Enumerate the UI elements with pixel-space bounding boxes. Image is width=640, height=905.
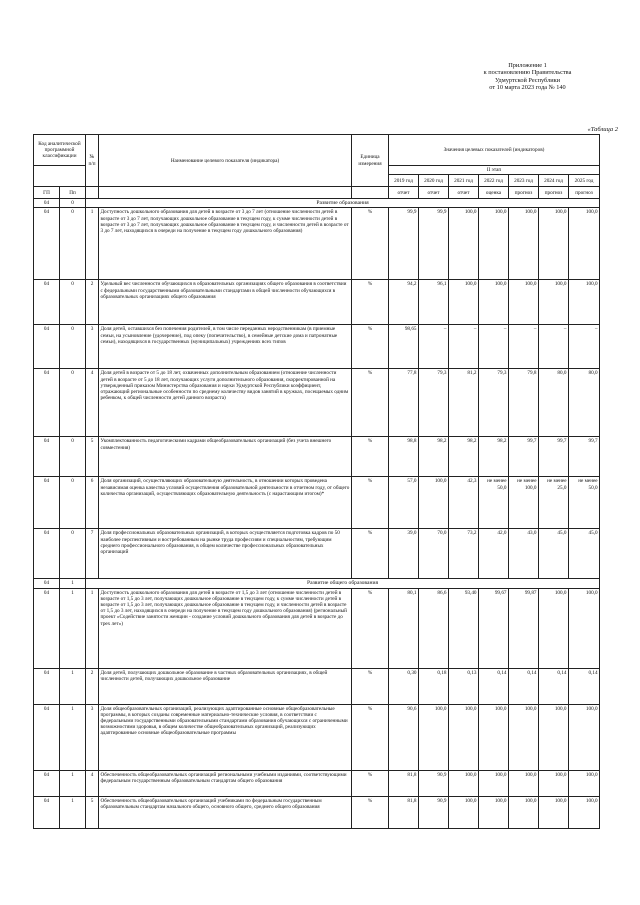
unit-cell: % bbox=[352, 704, 389, 770]
value-cell: 79,3 bbox=[479, 369, 509, 437]
value-cell: – bbox=[569, 325, 600, 369]
kind-blank bbox=[86, 187, 99, 199]
unit-cell: % bbox=[352, 280, 389, 325]
value-cell: 100,0 bbox=[449, 208, 479, 280]
value-cell: 98,65 bbox=[389, 325, 419, 369]
value-cell: 94,2 bbox=[389, 280, 419, 325]
value-cell: 96,1 bbox=[419, 280, 449, 325]
table-row bbox=[34, 770, 600, 796]
pp-cell: 1 bbox=[60, 588, 86, 668]
table-row bbox=[34, 588, 600, 668]
value-cell: 100,0 bbox=[569, 704, 600, 770]
value-cell: 81,2 bbox=[449, 369, 479, 437]
value-cell: 90,6 bbox=[389, 704, 419, 770]
appendix-line-2: к постановлению Правительства bbox=[483, 69, 572, 77]
indicators-table bbox=[33, 134, 600, 829]
value-cell: 98,2 bbox=[419, 437, 449, 477]
gp-cell: 04 bbox=[34, 208, 60, 280]
value-cell: 100,0 bbox=[539, 796, 569, 828]
indicator-name: Доля организаций, осуществляющих образовательную деятельность, в отношении которых проведена независимая оценка качества условий осуществления образовательной деятельности в отчетном году, от общего количества организаций, осуществляющих образовательную деятельность (с нарастающим итогом)* bbox=[99, 477, 352, 529]
value-cell: 90,9 bbox=[419, 770, 449, 796]
table-body bbox=[34, 199, 600, 828]
value-cell: 100,0 bbox=[539, 280, 569, 325]
appendix-line-3: Удмуртской Республики bbox=[494, 76, 561, 84]
value-cell: 100,0 bbox=[539, 208, 569, 280]
value-cell: 100,0 bbox=[479, 280, 509, 325]
value-cell: 100,0 bbox=[509, 208, 539, 280]
year-header: 2023 год bbox=[509, 175, 539, 187]
unit-header: Единица измерения bbox=[352, 135, 389, 187]
value-cell: 0,14 bbox=[539, 668, 569, 704]
value-cell: 100,0 bbox=[509, 796, 539, 828]
values-group-header: Значения целевых показателей (индикаторов) bbox=[389, 135, 600, 166]
table-row bbox=[34, 280, 600, 325]
pp-cell: 0 bbox=[60, 369, 86, 437]
indicator-name: Обеспеченность общеобразовательных организаций региональными учебными изданиями, соответствующими федеральным государственным образовательным стандартам общего образования bbox=[99, 770, 352, 796]
kind-header: прогноз bbox=[509, 187, 539, 199]
gp-cell: 04 bbox=[34, 704, 60, 770]
section-row bbox=[34, 579, 600, 588]
kind-header: прогноз bbox=[539, 187, 569, 199]
value-cell: 80,1 bbox=[389, 588, 419, 668]
value-cell: 99,9 bbox=[419, 208, 449, 280]
kind-header: прогноз bbox=[569, 187, 600, 199]
unit-cell: % bbox=[352, 588, 389, 668]
value-cell: 57,0 bbox=[389, 477, 419, 529]
year-header: 2022 год bbox=[479, 175, 509, 187]
value-cell: не менее 25,0 bbox=[539, 477, 569, 529]
value-cell: 100,0 bbox=[539, 770, 569, 796]
num-cell: 2 bbox=[86, 668, 99, 704]
indicator-name: Доступность дошкольного образования для детей в возрасте от 1,5 до 3 лет (отношение численности детей в возрасте от 1,5 до 3 лет, получающих дошкольное образование в текущем году, к сумме численности детей в возрасте от 1,5 до 3 лет, получающих дошкольное образование в текущем году, и численности детей в возрасте от 1,5 до 3 лет, находящихся в очереди на получение в текущем году дошкольного образования) (региональный проект «Содействие занятости женщин - создание условий дошкольного образования для детей в возрасте до трех лет») bbox=[99, 588, 352, 668]
num-cell: 6 bbox=[86, 477, 99, 529]
value-cell: 0,13 bbox=[449, 668, 479, 704]
pp-cell: 0 bbox=[60, 280, 86, 325]
indicator-name: Обеспеченность общеобразовательных организаций учебниками по федеральным государственным образовательным стандартам начального общего, основного общего, среднего общего образования bbox=[99, 796, 352, 828]
value-cell: не менее 50,0 bbox=[479, 477, 509, 529]
indicator-name: Укомплектованность педагогическими кадрами общеобразовательных организаций (без учета внешнего совместения) bbox=[99, 437, 352, 477]
gp-cell: 04 bbox=[34, 529, 60, 579]
pp-header: Пп bbox=[60, 187, 86, 199]
value-cell: – bbox=[419, 325, 449, 369]
unit-cell: % bbox=[352, 208, 389, 280]
kind-header: отчет bbox=[419, 187, 449, 199]
table-row bbox=[34, 437, 600, 477]
indicator-name: Доля детей, получающих дошкольное образование в частных образовательных организациях, в общей численности детей, получающих дошкольное образование bbox=[99, 668, 352, 704]
value-cell: 100,0 bbox=[569, 770, 600, 796]
kind-header: отчет bbox=[389, 187, 419, 199]
value-cell: 99,7 bbox=[539, 437, 569, 477]
gp-cell: 04 bbox=[34, 668, 60, 704]
gp-cell: 04 bbox=[34, 369, 60, 437]
value-cell: 45,0 bbox=[569, 529, 600, 579]
pp-cell: 0 bbox=[60, 208, 86, 280]
value-cell: 100,0 bbox=[509, 704, 539, 770]
name-header: Наименование целевого показателя (индикатора) bbox=[99, 135, 352, 187]
pp-cell: 1 bbox=[60, 796, 86, 828]
value-cell: 42,3 bbox=[449, 477, 479, 529]
unit-cell: % bbox=[352, 325, 389, 369]
unit-cell: % bbox=[352, 529, 389, 579]
value-cell: 99,7 bbox=[569, 437, 600, 477]
pp-cell: 0 bbox=[60, 437, 86, 477]
value-cell: 99,87 bbox=[509, 588, 539, 668]
section-row bbox=[34, 199, 600, 208]
stage-header: II этап bbox=[389, 166, 600, 175]
value-cell: – bbox=[509, 325, 539, 369]
gp-cell: 04 bbox=[34, 280, 60, 325]
kinds-row bbox=[34, 187, 600, 199]
value-cell: 79,8 bbox=[509, 369, 539, 437]
value-cell: 100,0 bbox=[569, 796, 600, 828]
value-cell: 79,3 bbox=[419, 369, 449, 437]
value-cell: 98,2 bbox=[479, 437, 509, 477]
value-cell: 98,2 bbox=[449, 437, 479, 477]
value-cell: 81,8 bbox=[389, 796, 419, 828]
table-row bbox=[34, 796, 600, 828]
num-cell: 4 bbox=[86, 770, 99, 796]
section-gp: 04 bbox=[34, 579, 60, 588]
value-cell: 100,0 bbox=[449, 704, 479, 770]
kind-blank bbox=[352, 187, 389, 199]
value-cell: 100,0 bbox=[479, 770, 509, 796]
value-cell: – bbox=[539, 325, 569, 369]
kind-header: отчет bbox=[449, 187, 479, 199]
value-cell: 93,40 bbox=[449, 588, 479, 668]
table-row bbox=[34, 477, 600, 529]
table-row bbox=[34, 668, 600, 704]
gp-cell: 04 bbox=[34, 770, 60, 796]
gp-cell: 04 bbox=[34, 588, 60, 668]
indicator-name: Доля детей, оставшихся без попечения родителей, в том числе переданных неродственникам (в приемные семьи, на усыновление (удочерение), под опеку (попечительство), в семейные детские дома и патронатные семьи), находящихся в государственных (муниципальных) учреждениях всех типов bbox=[99, 325, 352, 369]
pp-cell: 0 bbox=[60, 325, 86, 369]
section-pp: 0 bbox=[60, 199, 86, 208]
value-cell: 90,9 bbox=[419, 796, 449, 828]
unit-cell: % bbox=[352, 477, 389, 529]
table-row bbox=[34, 325, 600, 369]
value-cell: 100,0 bbox=[539, 588, 569, 668]
pp-cell: 1 bbox=[60, 770, 86, 796]
value-cell: 100,0 bbox=[539, 704, 569, 770]
value-cell: 86,6 bbox=[419, 588, 449, 668]
value-cell: 70,0 bbox=[419, 529, 449, 579]
indicator-name: Доля общеобразовательных организаций, реализующих адаптированные основные общеобразовательные программы, в которых созданы современные материально-технические условия, в соответствии с федеральными государственными образовательными стандартами образования обучающихся с ограниченными возможностями здоровья, в общем количестве общеобразовательных организаций, реализующих адаптированные основные общеобразовательные программы bbox=[99, 704, 352, 770]
pp-cell: 1 bbox=[60, 668, 86, 704]
value-cell: 45,0 bbox=[539, 529, 569, 579]
num-cell: 3 bbox=[86, 325, 99, 369]
value-cell: 81,8 bbox=[389, 770, 419, 796]
value-cell: 100,0 bbox=[569, 280, 600, 325]
table-row bbox=[34, 704, 600, 770]
kind-header: оценка bbox=[479, 187, 509, 199]
table-row bbox=[34, 208, 600, 280]
num-cell: 1 bbox=[86, 208, 99, 280]
value-cell: не менее 50,0 bbox=[569, 477, 600, 529]
num-cell: 4 bbox=[86, 369, 99, 437]
value-cell: 0,18 bbox=[419, 668, 449, 704]
num-cell: 5 bbox=[86, 437, 99, 477]
indicator-name: Удельный вес численности обучающихся в образовательных организациях общего образования в соответствии с федеральными государственными образовательными стандартами в общей численности обучающихся в образовательных организациях общего образования bbox=[99, 280, 352, 325]
value-cell: 80,0 bbox=[569, 369, 600, 437]
code-spacer bbox=[34, 166, 86, 187]
value-cell: 0,14 bbox=[509, 668, 539, 704]
unit-cell: % bbox=[352, 796, 389, 828]
value-cell: – bbox=[479, 325, 509, 369]
gp-cell: 04 bbox=[34, 796, 60, 828]
num-cell: 2 bbox=[86, 280, 99, 325]
gp-cell: 04 bbox=[34, 437, 60, 477]
unit-cell: % bbox=[352, 437, 389, 477]
appendix-line-4: от 10 марта 2023 года № 140 bbox=[489, 84, 566, 92]
value-cell: 100,0 bbox=[449, 280, 479, 325]
value-cell: 100,0 bbox=[419, 704, 449, 770]
num-cell: 1 bbox=[86, 588, 99, 668]
value-cell: 100,0 bbox=[509, 280, 539, 325]
value-cell: 0,14 bbox=[479, 668, 509, 704]
num-cell: 3 bbox=[86, 704, 99, 770]
year-header: 2024 год bbox=[539, 175, 569, 187]
table-row bbox=[34, 369, 600, 437]
value-cell: 100,0 bbox=[479, 208, 509, 280]
value-cell: 98,8 bbox=[389, 437, 419, 477]
section-pp: 1 bbox=[60, 579, 86, 588]
pp-cell: 0 bbox=[60, 477, 86, 529]
year-header: 2025 год bbox=[569, 175, 600, 187]
value-cell: 99,7 bbox=[509, 437, 539, 477]
unit-cell: % bbox=[352, 369, 389, 437]
num-cell: 5 bbox=[86, 796, 99, 828]
year-header: 2019 год bbox=[389, 175, 419, 187]
value-cell: не менее 100,0 bbox=[509, 477, 539, 529]
section-title: Развитие образования bbox=[86, 199, 600, 208]
kind-blank bbox=[99, 187, 352, 199]
value-cell: 100,0 bbox=[509, 770, 539, 796]
gp-cell: 04 bbox=[34, 477, 60, 529]
value-cell: 100,0 bbox=[479, 796, 509, 828]
value-cell: 0,30 bbox=[389, 668, 419, 704]
value-cell: 100,0 bbox=[449, 770, 479, 796]
value-cell: 100,0 bbox=[419, 477, 449, 529]
value-cell: 100,0 bbox=[479, 704, 509, 770]
value-cell: 0,14 bbox=[569, 668, 600, 704]
section-gp: 04 bbox=[34, 199, 60, 208]
pp-cell: 1 bbox=[60, 704, 86, 770]
num-header: № п/п bbox=[86, 135, 99, 187]
unit-cell: % bbox=[352, 770, 389, 796]
appendix-line-1: Приложение 1 bbox=[508, 62, 547, 69]
value-cell: 100,0 bbox=[569, 208, 600, 280]
value-cell: 39,0 bbox=[389, 529, 419, 579]
table-row bbox=[34, 529, 600, 579]
gp-header: ГП bbox=[34, 187, 60, 199]
value-cell: 80,0 bbox=[539, 369, 569, 437]
value-cell: 42,0 bbox=[479, 529, 509, 579]
indicator-name: Доля профессиональных образовательных организаций, в которых осуществляется подготовка кадров по 50 наиболее перспективным и востребованным на рынке труда профессиям и специальностям, требующим среднего профессионального образования, в общем количестве профессиональных образовательных организаций bbox=[99, 529, 352, 579]
value-cell: 77,8 bbox=[389, 369, 419, 437]
value-cell: – bbox=[449, 325, 479, 369]
section-title: Развитие общего образования bbox=[86, 579, 600, 588]
value-cell: 43,0 bbox=[509, 529, 539, 579]
table-number: «Таблица 2 bbox=[587, 126, 618, 133]
pp-cell: 0 bbox=[60, 529, 86, 579]
value-cell: 99,9 bbox=[389, 208, 419, 280]
num-cell: 7 bbox=[86, 529, 99, 579]
unit-cell: % bbox=[352, 668, 389, 704]
indicator-name: Доля детей в возрасте от 5 до 18 лет, охваченных дополнительным образованием (отношение численности детей в возрасте от 5 до 18 лет, получающих услуги дополнительного образования, скорректированной на утвержденный приказом Министерства образования и науки Удмуртской Республики коэффициент, отражающий региональные особенности по среднему количеству видов занятий в кружках, посещаемых одним ребенком, к общей численности детей данного возраста) bbox=[99, 369, 352, 437]
value-cell: 100,0 bbox=[449, 796, 479, 828]
value-cell: 73,2 bbox=[449, 529, 479, 579]
indicator-name: Доступность дошкольного образования для детей в возрасте от 3 до 7 лет (отношение численности детей в возрасте от 3 до 7 лет, получающих дошкольное образование в текущем году, к сумме численности детей в возрасте от 3 до 7 лет, получающих дошкольное образование в текущем году, и численности детей в возрасте от 3 до 7 лет, находящихся в очереди на получение в текущем году дошкольного образования) bbox=[99, 208, 352, 280]
value-cell: 99,67 bbox=[479, 588, 509, 668]
code-group-header: Код аналитической программной классификации bbox=[34, 135, 86, 166]
value-cell: 100,0 bbox=[569, 588, 600, 668]
year-header: 2020 год bbox=[419, 175, 449, 187]
gp-cell: 04 bbox=[34, 325, 60, 369]
year-header: 2021 год bbox=[449, 175, 479, 187]
appendix-block bbox=[440, 62, 615, 92]
